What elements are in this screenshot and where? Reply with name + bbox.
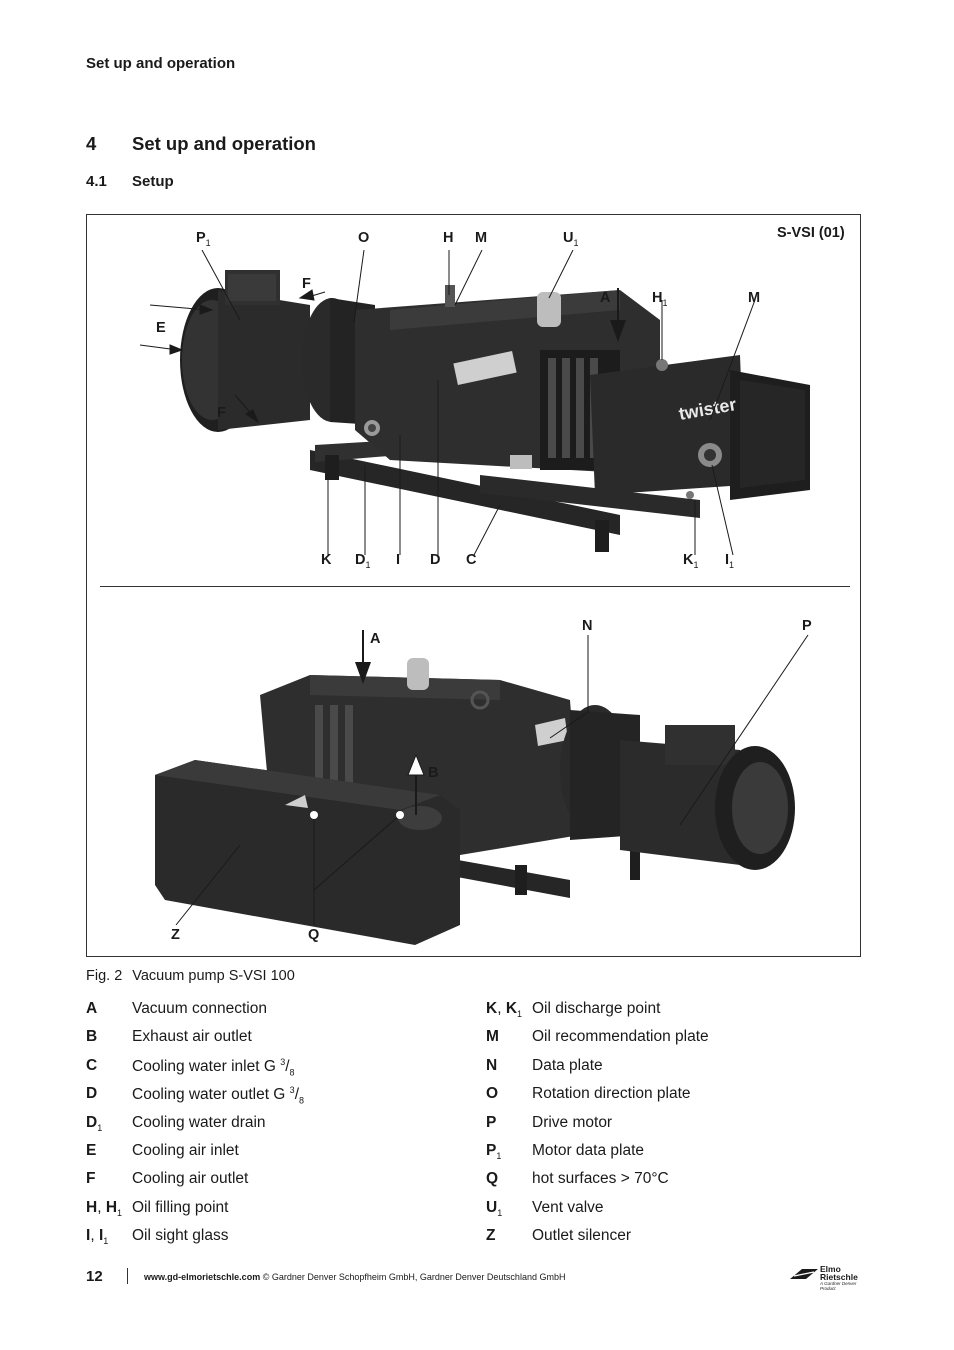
legend-key: N [486,1056,498,1074]
legend-item [86,1142,446,1170]
callout-D1: $D_1$ [355,552,371,570]
subsection-number: 4.1 [86,173,107,190]
legend-key: Z [486,1227,496,1245]
legend-item [86,1085,446,1113]
callout-P1: $P_1$ [196,230,211,248]
oil-filling-point [445,285,455,307]
model-tag: S-VSI (01) [777,225,845,241]
running-header: Set up and operation [86,55,236,72]
legend-key: O [486,1085,499,1103]
legend-description: Rotation direction plate [532,1085,691,1103]
callout-U1: $U_1$ [563,230,579,248]
legend-item [486,1085,846,1113]
caption-label: Fig. 2 [86,968,123,984]
pump-brand-label: twister [677,394,738,424]
callout-C: C [466,552,477,568]
oil-filling-point-2 [656,359,668,371]
callout-F-top: F [302,276,311,292]
legend-description: Cooling air outlet [132,1170,249,1188]
legend-item [86,1000,446,1028]
base-frame-bottom [430,850,640,898]
legend-description: Cooling water drain [132,1113,266,1131]
hot-surface-marker-1 [310,811,318,819]
callout-K1: $K_1$ [683,552,699,570]
legend-item [486,1227,846,1255]
legend-key: Q [486,1170,499,1188]
legend-item [486,1199,846,1227]
legend-description: Data plate [532,1056,603,1074]
legend-description: Outlet silencer [532,1227,632,1245]
subsection-title: Setup [132,173,174,190]
legend-key: B [86,1028,98,1046]
callout-Q: Q [308,927,320,943]
legend-key: $U_1$ [486,1198,503,1218]
legend-item [486,1170,846,1198]
legend-left [86,1000,446,1256]
callout-F-bottom: F [217,405,226,421]
callout-B: B [428,765,439,781]
legend-item [86,1057,446,1085]
legend-key: I, $I_1$ [86,1227,109,1247]
legend-description: Cooling water inlet G $^3/_8$ [132,1056,295,1078]
figure-divider [100,586,850,587]
legend-key: C [86,1056,98,1074]
legend-description: hot surfaces > 70°C [532,1170,669,1188]
drive-motor [180,270,310,432]
brand-name-2: Rietschle [820,1272,858,1282]
footer-copyright: © Gardner Denver Schopfheim GmbH, Gardner Denver Deutschland GmbH [260,1272,566,1282]
legend-description: Oil filling point [132,1198,229,1216]
footer-url: www.gd-elmorietschle.com [144,1272,261,1282]
callout-I: I [396,552,401,568]
legend-key: $P_1$ [486,1141,502,1162]
legend-description: Exhaust air outlet [132,1028,252,1046]
legend-item [86,1028,446,1056]
legend-description: Vacuum connection [132,1000,267,1017]
legend-key: M [486,1028,499,1046]
hot-surface-marker-2 [396,811,404,819]
legend-item [86,1170,446,1198]
pump-illustration-top [100,250,850,580]
brand-name-1: Elmo [820,1264,841,1274]
callout-D: D [430,552,441,568]
oil-discharge-point [686,491,694,499]
legend-item [86,1114,446,1142]
legend-description: Cooling water outlet G $^3/_8$ [132,1085,305,1106]
footer-separator [127,1268,128,1284]
drive-motor-bottom [620,725,795,870]
section-title: Set up and operation [132,133,316,154]
legend-description: Oil discharge point [532,1000,661,1017]
brand-tagline: A Gardner Denver Product [820,1281,857,1291]
legend-item [86,1199,446,1227]
callout-N: N [582,618,593,634]
callout-O: O [358,230,370,246]
legend-description: Cooling air inlet [132,1141,239,1159]
section-number: 4 [86,133,97,154]
legend-description: Motor data plate [532,1141,645,1159]
legend-description: Oil recommendation plate [532,1028,709,1046]
page-number: 12 [86,1268,103,1285]
legend-key: $D_1$ [86,1113,103,1133]
legend-description: Vent valve [532,1198,604,1216]
arrow-vacuum-connection-bottom [355,630,371,684]
callout-A-top: A [600,290,611,306]
legend-key: E [86,1141,97,1159]
legend-description: Oil sight glass [132,1227,229,1245]
legend-description: Drive motor [532,1113,613,1131]
callout-M-top: M [475,230,488,246]
brand-swoosh-icon [788,1267,820,1281]
callout-E: E [156,320,166,336]
caption-text: Vacuum pump S-VSI 100 [132,968,295,984]
callout-H: H [443,230,454,246]
callout-H1: $H_1$ [652,290,668,308]
legend-item [486,1028,846,1056]
callout-K: K [321,552,332,568]
footer-text [144,1272,565,1282]
legend-item [86,1227,446,1255]
legend-key: A [86,1000,98,1017]
callout-A-bottom: A [370,631,381,647]
legend-key: K, $K_1$ [486,1000,523,1020]
legend-key: P [486,1113,497,1131]
callout-M-right: M [748,290,761,306]
legend-key: F [86,1170,96,1188]
legend-item [486,1000,846,1028]
pump-illustration-bottom [100,600,850,950]
legend-right [486,1000,846,1256]
callout-I1: $I_1$ [725,552,735,570]
callout-Z: Z [171,927,180,943]
figure-caption [86,968,295,984]
legend-key: H, $H_1$ [86,1198,123,1218]
end-cover [590,355,810,500]
legend-item [486,1114,846,1142]
legend-key: D [86,1085,98,1103]
legend-item [486,1142,846,1170]
callout-P: P [802,618,812,634]
legend-item [486,1057,846,1085]
